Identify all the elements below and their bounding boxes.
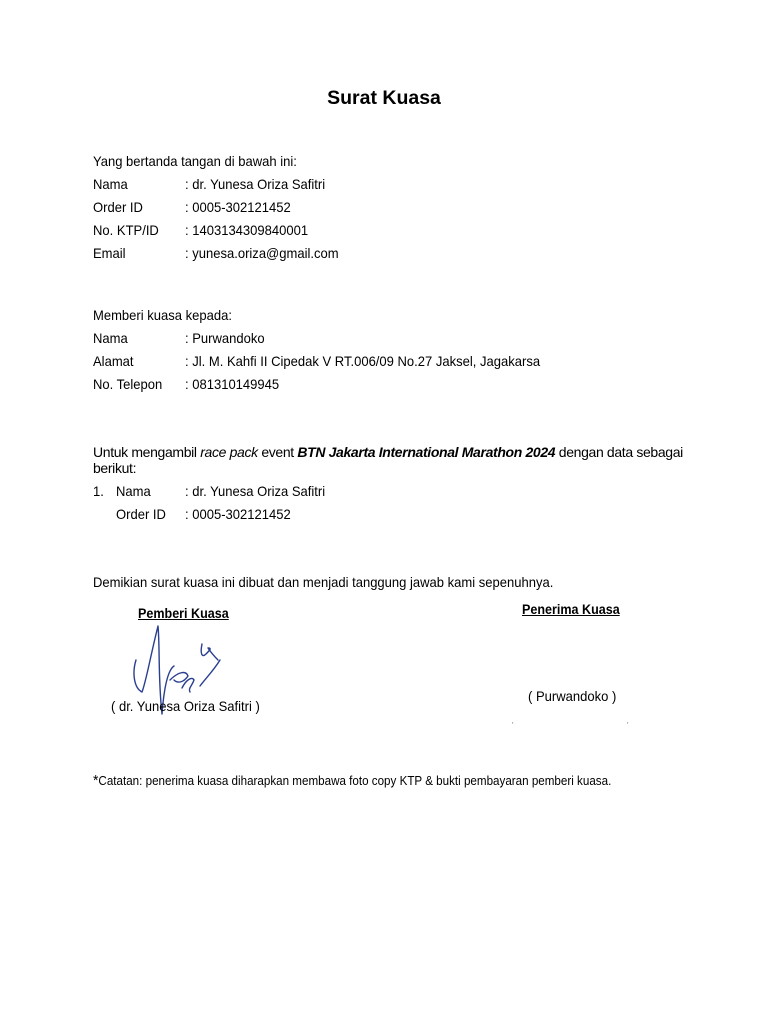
race-pack-text: race pack bbox=[200, 444, 258, 460]
closing-statement: Demikian surat kuasa ini dibuat dan menjadi tanggung jawab kami sepenuhnya. bbox=[93, 574, 554, 590]
grantee-name-value: : Purwandoko bbox=[185, 330, 265, 346]
purpose-prefix: Untuk mengambil bbox=[93, 444, 201, 460]
item-order-label: Order ID bbox=[116, 506, 166, 522]
grantee-phone-value: : 081310149945 bbox=[185, 376, 280, 392]
footnote-asterisk: * bbox=[93, 772, 99, 789]
grantee-intro: Memberi kuasa kepada: bbox=[93, 307, 232, 323]
grantee-phone-label: No. Telepon bbox=[93, 376, 163, 392]
grantor-name-value: : dr. Yunesa Oriza Safitri bbox=[185, 176, 326, 192]
grantor-name-label: Nama bbox=[93, 176, 128, 192]
grantor-order-label: Order ID bbox=[93, 199, 143, 215]
footnote-text: Catatan: penerima kuasa diharapkan membawa foto copy KTP & bukti pembayaran pemberi kuasa. bbox=[98, 774, 612, 788]
list-number: 1. bbox=[93, 483, 104, 499]
item-name-label: Nama bbox=[116, 483, 151, 499]
grantor-ktp-value: : 1403134309840001 bbox=[185, 222, 309, 238]
grantor-printed-name: ( dr. Yunesa Oriza Safitri ) bbox=[111, 698, 260, 714]
purpose-event-word: event bbox=[257, 444, 298, 460]
letter-title: Surat Kuasa bbox=[327, 87, 441, 109]
item-order-value: : 0005-302121452 bbox=[185, 506, 291, 522]
purpose-suffix: dengan data sebagai berikut: bbox=[93, 444, 683, 476]
grantor-signature-heading: Pemberi Kuasa bbox=[138, 606, 229, 621]
signature-line-mark-right: ' bbox=[627, 721, 629, 730]
grantor-order-value: : 0005-302121452 bbox=[185, 199, 291, 215]
item-name-value: : dr. Yunesa Oriza Safitri bbox=[185, 483, 326, 499]
grantee-name-label: Nama bbox=[93, 330, 128, 346]
grantor-intro: Yang bertanda tangan di bawah ini: bbox=[93, 153, 297, 169]
grantor-email-label: Email bbox=[93, 245, 126, 261]
footnote bbox=[93, 772, 611, 789]
event-name: BTN Jakarta International Marathon 2024 bbox=[297, 444, 556, 460]
signature-line-mark-left: ' bbox=[512, 721, 514, 730]
grantee-address-label: Alamat bbox=[93, 353, 134, 369]
grantee-printed-name: ( Purwandoko ) bbox=[528, 688, 617, 704]
grantee-signature-heading: Penerima Kuasa bbox=[522, 602, 620, 617]
grantor-email-value: : yunesa.oriza@gmail.com bbox=[185, 245, 339, 261]
grantee-address-value: : Jl. M. Kahfi II Cipedak V RT.006/09 No.27 Jaksel, Jagakarsa bbox=[185, 353, 541, 369]
grantor-ktp-label: No. KTP/ID bbox=[93, 222, 159, 238]
purpose-paragraph bbox=[93, 444, 693, 476]
